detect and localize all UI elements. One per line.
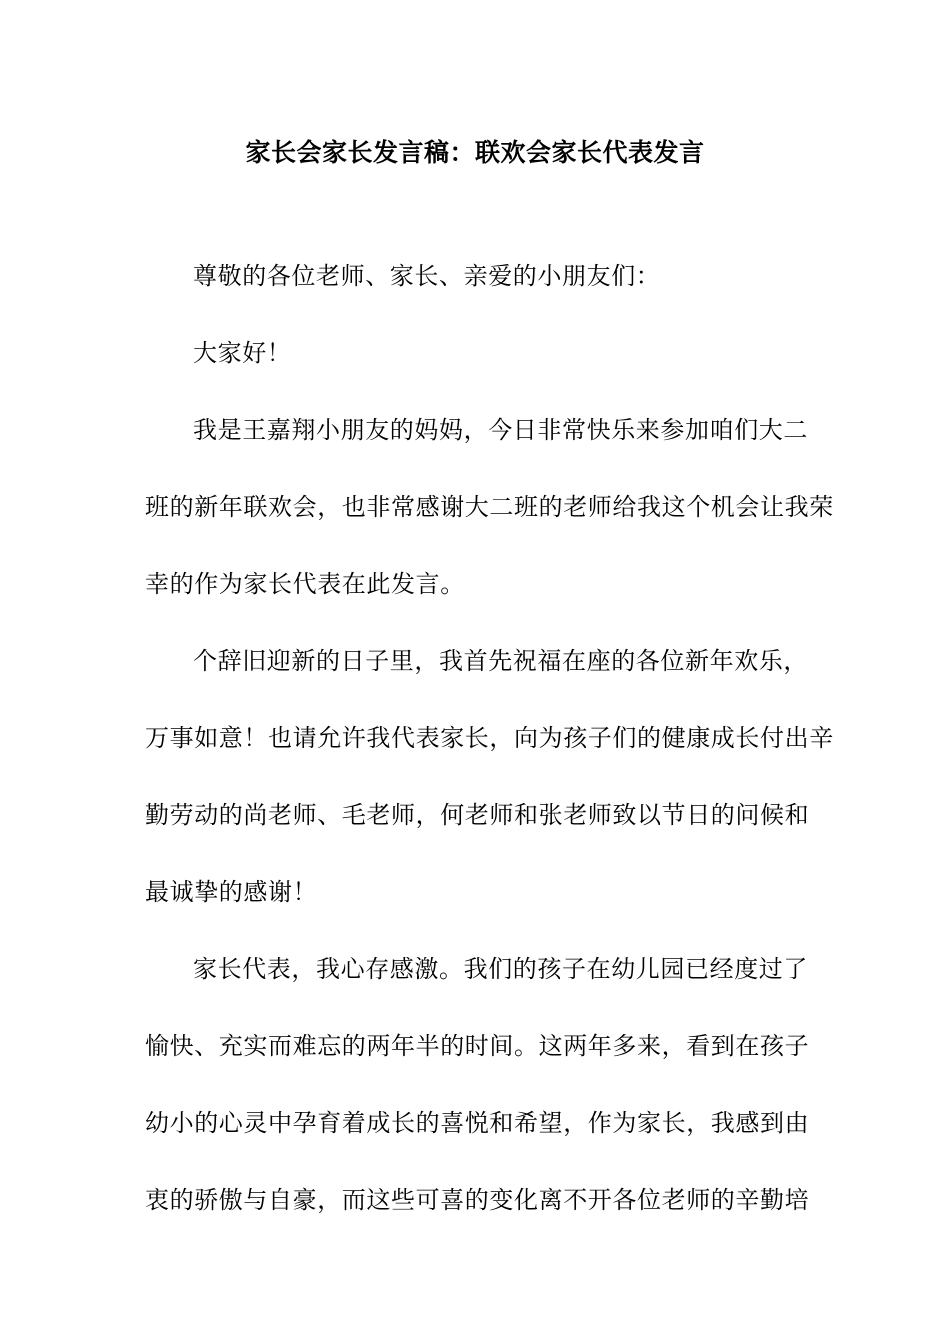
paragraph-line: 幸的作为家长代表在此发言。 <box>145 570 465 598</box>
paragraph-line: 万事如意！也请允许我代表家长，向为孩子们的健康成长付出辛 <box>145 724 834 752</box>
paragraph-line: 衷的骄傲与自豪，而这些可喜的变化离不开各位老师的辛勤培 <box>145 1186 810 1214</box>
paragraph-line: 家长代表，我心存感激。我们的孩子在幼儿园已经度过了 <box>193 955 808 983</box>
paragraph-line: 大家好！ <box>193 339 292 367</box>
paragraph-gratitude <box>145 950 810 1219</box>
document-title: 家长会家长发言稿：联欢会家长代表发言 <box>245 138 705 167</box>
paragraph-line: 愉快、充实而难忘的两年半的时间。这两年多来，看到在孩子 <box>145 1032 810 1060</box>
paragraph-line: 最诚挚的感谢！ <box>145 878 318 906</box>
paragraph-line: 勤劳动的尚老师、毛老师，何老师和张老师致以节日的问候和 <box>145 801 810 829</box>
paragraph-greeting <box>145 334 807 372</box>
paragraph-new-year-wishes <box>145 642 834 911</box>
paragraph-salutation <box>145 257 807 295</box>
paragraph-line: 尊敬的各位老师、家长、亲爱的小朋友们： <box>193 262 661 290</box>
paragraph-line: 我是王嘉翔小朋友的妈妈，今日非常快乐来参加咱们大二 <box>193 416 808 444</box>
paragraph-introduction <box>145 411 834 603</box>
document-body <box>145 257 834 1258</box>
paragraph-line: 个辞旧迎新的日子里，我首先祝福在座的各位新年欢乐， <box>193 647 808 675</box>
paragraph-line: 幼小的心灵中孕育着成长的喜悦和希望，作为家长，我感到由 <box>145 1109 810 1137</box>
paragraph-line: 班的新年联欢会，也非常感谢大二班的老师给我这个机会让我荣 <box>145 493 834 521</box>
